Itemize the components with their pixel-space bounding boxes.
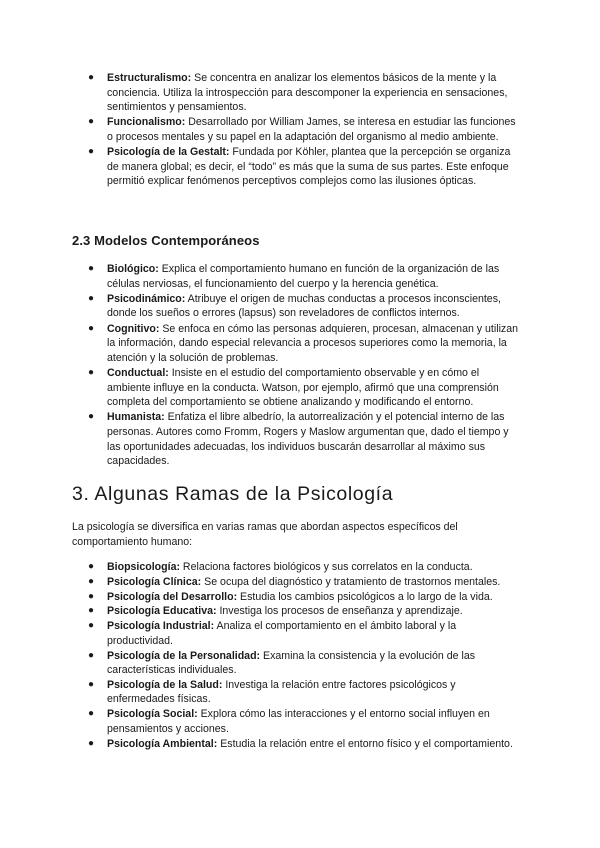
item-text: Explica el comportamiento humano en función de la organización de las células nerviosas, el funcionamiento del cuerpo y la herencia genética. [107, 263, 500, 290]
bullet-icon: ● [88, 649, 95, 661]
item-term: Conductual: [107, 366, 169, 379]
item-text: Se ocupa del diagnóstico y tratamiento de trastornos mentales. [201, 575, 501, 588]
list-item [88, 590, 524, 605]
item-text: Se concentra en analizar los elementos básicos de la mente y la conciencia. Utiliza la introspección para descomponer la experiencia en sensaciones, sentimientos y pensamientos. [107, 72, 508, 114]
item-term: Psicología de la Gestalt: [107, 146, 230, 159]
item-term: Biopsicología: [107, 561, 180, 573]
item-term: Funcionalismo: [107, 116, 186, 129]
item-text: Examina la consistencia y la evolución de las características individuales. [107, 649, 476, 677]
list-item [88, 604, 524, 619]
bullet-icon: ● [88, 561, 95, 572]
item-term: Psicología Ambiental: [107, 737, 218, 750]
item-text: Analiza el comportamiento en el ámbito laboral y la productividad. [107, 620, 457, 647]
list-item [88, 649, 524, 678]
list-item [88, 410, 524, 468]
bullet-icon: ● [88, 292, 95, 304]
item-text: Explora cómo las interacciones y el entorno social influyen en pensamientos y acciones. [107, 708, 490, 735]
models-list [88, 262, 524, 469]
item-text: Enfatiza el libre albedrío, la autorrealización y el potencial interno de las personas. Autores como Fromm, Rogers y Maslow argumentan que, dado el tiempo y las oportunidades adecuadas, los individuos buscarán desarrollar al máximo sus capacidades. [107, 411, 509, 468]
item-text: Desarrollado por William James, se interesa en estudiar las funciones o procesos mentales y su papel en la adaptación del organismo al medio ambiente. [107, 116, 516, 143]
bullet-icon: ● [88, 322, 95, 334]
section-heading-branches: 3. Algunas Ramas de la Psicología [72, 483, 394, 505]
bullet-icon: ● [88, 605, 95, 617]
item-text: Estudia la relación entre el entorno físico y el comportamiento. [217, 737, 513, 750]
list-item [88, 115, 524, 144]
item-term: Psicodinámico: [107, 292, 186, 305]
bullet-icon: ● [88, 708, 95, 720]
item-term: Psicología Educativa: [107, 605, 217, 618]
item-term: Biológico: [107, 263, 159, 275]
item-term: Psicología Social: [107, 708, 198, 721]
schools-list [88, 71, 524, 190]
item-term: Psicología Industrial: [107, 620, 215, 633]
bullet-icon: ● [88, 678, 95, 690]
bullet-icon: ● [88, 263, 95, 274]
list-item [88, 145, 524, 189]
item-term: Cognitivo: [107, 322, 160, 335]
bullet-icon: ● [88, 737, 95, 749]
list-item [88, 262, 524, 291]
branches-list [88, 560, 524, 751]
item-text: Investiga los procesos de enseñanza y aprendizaje. [216, 605, 463, 618]
item-term: Psicología Clínica: [107, 575, 202, 588]
intro-paragraph: La psicología se diversifica en varias ramas que abordan aspectos específicos del comportamiento humano: [72, 521, 458, 548]
bullet-icon: ● [88, 620, 95, 632]
list-item [88, 366, 524, 410]
list-item [88, 737, 524, 752]
list-item [88, 292, 524, 321]
item-term: Humanista: [107, 411, 165, 424]
list-item [88, 619, 524, 648]
bullet-icon: ● [88, 116, 95, 128]
bullet-icon: ● [88, 366, 95, 378]
item-term: Estructuralismo: [107, 72, 192, 84]
list-item [88, 322, 524, 366]
list-item [88, 71, 524, 115]
list-item [88, 678, 524, 707]
item-text: Estudia los cambios psicológicos a lo largo de la vida. [237, 590, 493, 603]
bullet-icon: ● [88, 575, 95, 587]
bullet-icon: ● [88, 72, 95, 83]
section-heading-models: 2.3 Modelos Contemporáneos [72, 233, 260, 248]
item-text: Relaciona factores biológicos y sus correlatos en la conducta. [179, 561, 473, 573]
item-text: Investiga la relación entre factores psicológicos y enfermedades físicas. [107, 678, 456, 706]
list-item [88, 560, 524, 575]
list-item [88, 707, 524, 736]
bullet-icon: ● [88, 146, 95, 158]
bullet-icon: ● [88, 590, 95, 602]
item-text: Atribuye el origen de muchas conductas a procesos inconscientes, donde los sueños o errores (lapsus) son reveladores de conflictos internos. [107, 292, 501, 320]
item-text: Insiste en el estudio del comportamiento observable y en cómo el ambiente influye en la conducta. Watson, por ejemplo, afirmó que una comprensión completa del comportamiento se obtiene analizando y modificando el entorno. [107, 366, 499, 409]
item-term: Psicología del Desarrollo: [107, 590, 238, 603]
list-item [88, 575, 524, 590]
item-text: Se enfoca en cómo las personas adquieren, procesan, almacenan y utilizan la información, dando especial relevancia a procesos superiores como la memoria, la atención y la solución de problemas. [107, 322, 519, 364]
item-term: Psicología de la Salud: [107, 678, 223, 691]
bullet-icon: ● [88, 411, 95, 423]
item-text: Fundada por Köhler, plantea que la percepción se organiza de manera global; es decir, el “todo” es más que la suma de sus partes. Este enfoque permitió explicar fenómenos perceptivos complejos como las ilusiones ópticas. [107, 146, 511, 188]
item-term: Psicología de la Personalidad: [107, 649, 261, 662]
